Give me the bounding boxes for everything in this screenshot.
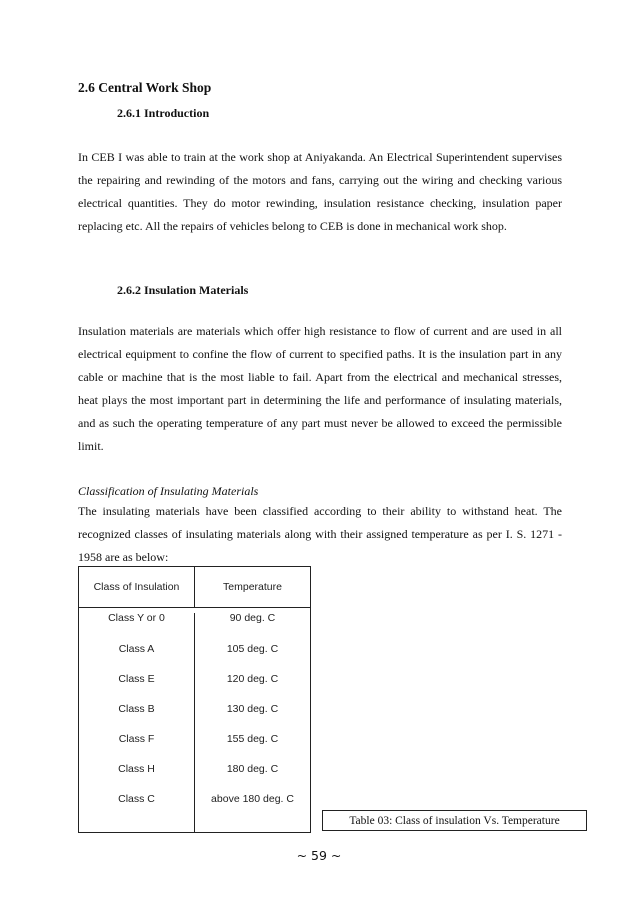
classification-paragraph: The insulating materials have been classified according to their ability to withstand heat. The recognized classes of insulating materials along with their assigned temperature as per I. S. 1271 - 1958 are as below:: [78, 504, 562, 564]
section-title: 2.6 Central Work Shop: [78, 80, 212, 95]
table-cell-class: Class B: [118, 703, 155, 715]
intro-heading: 2.6.1 Introduction: [117, 106, 210, 120]
table-cell-temperature: 155 deg. C: [226, 733, 279, 745]
insulation-class-table: [78, 566, 311, 833]
classification-heading: Classification of Insulating Materials: [78, 484, 259, 498]
table-header-rule: [79, 607, 310, 608]
table-cell-class: Class A: [118, 643, 155, 655]
table-cell-class: Class E: [118, 673, 155, 685]
table-cell-class: Class Y or 0: [108, 612, 165, 624]
page-number: ~ 59 ~: [296, 848, 342, 863]
table-cell-class: Class H: [118, 763, 155, 775]
table-cell-class: Class F: [118, 733, 155, 745]
table-header-temperature: Temperature: [223, 581, 282, 593]
table-cell-temperature: 90 deg. C: [229, 612, 276, 624]
table-cell-temperature: 180 deg. C: [226, 763, 279, 775]
insulation-heading: 2.6.2 Insulation Materials: [117, 283, 249, 297]
table-caption: Table 03: Class of insulation Vs. Temperature: [322, 810, 587, 831]
table-cell-class: Class C: [118, 793, 155, 805]
table-cell-temperature: 130 deg. C: [226, 703, 279, 715]
table-cell-temperature: 120 deg. C: [226, 673, 279, 685]
insulation-paragraph: Insulation materials are materials which offer high resistance to flow of current and are used in all electrical equipment to confine the flow of current to specified paths. It is the insulation part in any cable or machine that is the most liable to fail. Apart from the electrical and mechanical stresses, heat plays the most important part in determining the life and performance of insulating materials, and as such the operating temperature of any part must never be allowed to exceed the permissible limit.: [78, 324, 562, 453]
table-cell-temperature: above 180 deg. C: [211, 793, 294, 805]
table-cell-temperature: 105 deg. C: [226, 643, 279, 655]
table-header-class: Class of Insulation: [93, 581, 180, 593]
intro-paragraph: In CEB I was able to train at the work shop at Aniyakanda. An Electrical Superintendent supervises the repairing and rewinding of the motors and fans, carrying out the wiring and checking various electrical quantities. They do motor rewinding, insulation resistance checking, insulation paper replacing etc. All the repairs of vehicles belong to CEB is done in mechanical work shop.: [78, 150, 562, 233]
